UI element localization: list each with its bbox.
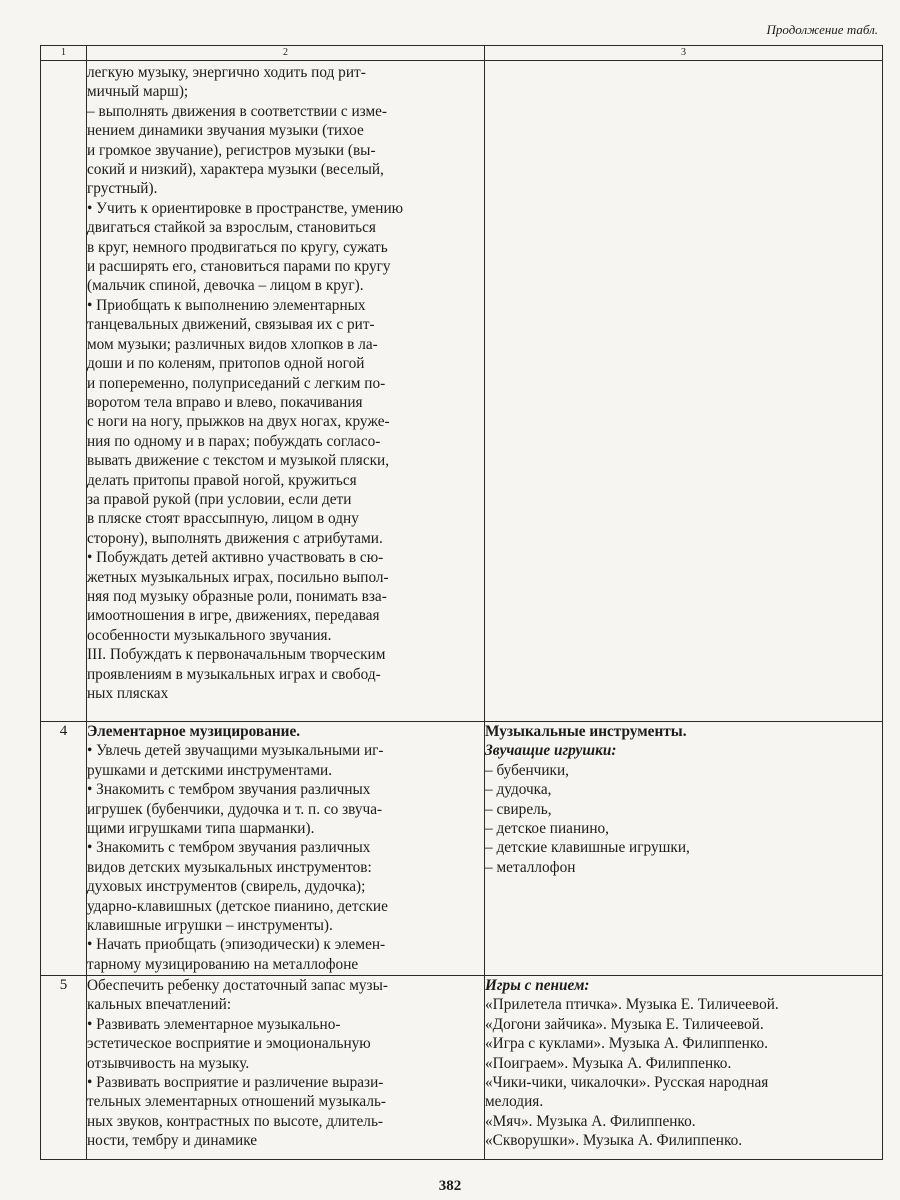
text-line: рушками и детскими инструментами. bbox=[87, 761, 333, 779]
text-line: – детское пианино, bbox=[485, 820, 610, 838]
text-line: за правой рукой (при условии, если дети bbox=[87, 490, 352, 508]
row-number: 4 bbox=[41, 722, 87, 976]
row-goals-cell bbox=[87, 976, 485, 1160]
row-content-cell bbox=[485, 61, 883, 722]
text-line: «Прилетела птичка». Музыка Е. Тиличеевой. bbox=[485, 996, 779, 1014]
table-row-5 bbox=[41, 976, 883, 1160]
table-row-continuation bbox=[41, 61, 883, 722]
text-line: – свирель, bbox=[485, 800, 552, 818]
text-line: эстетическое восприятие и эмоциональную bbox=[87, 1035, 371, 1053]
text-line: грустный). bbox=[87, 180, 158, 198]
text-line: игрушек (бубенчики, дудочка и т. п. со звуча- bbox=[87, 800, 383, 818]
text-line: • Развивать элементарное музыкально- bbox=[87, 1015, 341, 1033]
content-heading: Музыкальные инструменты. bbox=[485, 723, 687, 740]
text-line: «Мяч». Музыка А. Филиппенко. bbox=[485, 1112, 696, 1130]
text-line: – металлофон bbox=[485, 858, 576, 876]
text-line: ния по одному и в парах; побуждать согласо- bbox=[87, 432, 381, 450]
text-line: щими игрушками типа шарманки). bbox=[87, 820, 315, 838]
section-heading: Элементарное музицирование. bbox=[87, 723, 301, 740]
text-line: видов детских музыкальных инструментов: bbox=[87, 858, 372, 876]
text-line: Обеспечить ребенку достаточный запас музы- bbox=[87, 977, 388, 994]
content-subheading: Звучащие игрушки: bbox=[485, 742, 617, 760]
row-goals-cell bbox=[87, 61, 485, 722]
text-line: особенности музыкального звучания. bbox=[87, 626, 332, 644]
text-line: воротом тела вправо и влево, покачивания bbox=[87, 393, 363, 411]
text-line: ных плясках bbox=[87, 685, 169, 702]
text-line: • Знакомить с тембром звучания различных bbox=[87, 781, 371, 799]
text-line: имоотношения в игре, движениях, передавая bbox=[87, 607, 380, 625]
text-line: тарному музицированию на металлофоне bbox=[87, 955, 359, 973]
text-line: ударно-клавишных (детское пианино, детские bbox=[87, 897, 388, 915]
text-line: • Увлечь детей звучащими музыкальными иг- bbox=[87, 742, 384, 760]
text-line: мом музыки; различных видов хлопков в ла- bbox=[87, 335, 378, 353]
text-line: – выполнять движения в соответствии с изме- bbox=[87, 102, 388, 120]
text-line: • Побуждать детей активно участвовать в сю- bbox=[87, 549, 384, 567]
text-line: с ноги на ногу, прыжков на двух ногах, круже- bbox=[87, 413, 390, 431]
text-line: проявлениям в музыкальных играх и свобод- bbox=[87, 665, 381, 683]
text-line: «Игра с куклами». Музыка А. Филиппенко. bbox=[485, 1035, 768, 1053]
text-line: отзывчивость на музыку. bbox=[87, 1054, 250, 1072]
text-line: • Учить к ориентировке в пространстве, умению bbox=[87, 199, 404, 217]
text-line: в пляске стоят врассыпную, лицом в одну bbox=[87, 510, 359, 528]
text-line: кальных впечатлений: bbox=[87, 996, 232, 1014]
text-line: ных звуков, контрастных по высоте, длитель- bbox=[87, 1112, 384, 1130]
text-line: духовых инструментов (свирель, дудочка); bbox=[87, 878, 366, 896]
text-line: мелодия. bbox=[485, 1093, 544, 1111]
text-line: • Знакомить с тембром звучания различных bbox=[87, 839, 371, 857]
text-line: жетных музыкальных играх, посильно выпол- bbox=[87, 568, 389, 586]
text-line: • Развивать восприятие и различение вырази- bbox=[87, 1074, 384, 1092]
text-line: легкую музыку, энергично ходить под рит- bbox=[87, 64, 366, 81]
text-line: доши и по коленям, притопов одной ногой bbox=[87, 355, 365, 373]
text-line: мичный марш); bbox=[87, 83, 189, 101]
column-number-3: 3 bbox=[485, 46, 883, 61]
table-continuation-label: Продолжение табл. bbox=[766, 22, 878, 37]
text-line: няя под музыку образные роли, понимать вза- bbox=[87, 587, 387, 605]
row-number: 5 bbox=[41, 976, 87, 1160]
text-line: и громкое звучание), регистров музыки (вы- bbox=[87, 141, 376, 159]
text-line: нением динамики звучания музыки (тихое bbox=[87, 122, 364, 140]
text-line: и расширять его, становиться парами по кругу bbox=[87, 258, 391, 276]
content-subheading: Игры с пением: bbox=[485, 977, 590, 994]
program-table bbox=[40, 45, 883, 1160]
text-line: «Чики-чики, чикалочки». Русская народная bbox=[485, 1074, 769, 1092]
row-number bbox=[41, 61, 87, 722]
text-line: • Приобщать к выполнению элементарных bbox=[87, 296, 366, 314]
row-goals-cell bbox=[87, 722, 485, 976]
text-line: – детские клавишные игрушки, bbox=[485, 839, 690, 857]
text-line: и попеременно, полуприседаний с легким по- bbox=[87, 374, 386, 392]
text-line: сторону), выполнять движения с атрибутами. bbox=[87, 529, 383, 547]
column-number-2: 2 bbox=[87, 46, 485, 61]
text-line: сокий и низкий), характера музыки (веселый, bbox=[87, 161, 384, 179]
text-line: танцевальных движений, связывая их с рит- bbox=[87, 316, 375, 334]
text-line: «Догони зайчика». Музыка Е. Тиличеевой. bbox=[485, 1015, 764, 1033]
text-line: – бубенчики, bbox=[485, 761, 569, 779]
text-line: в круг, немного продвигаться по кругу, сужать bbox=[87, 238, 388, 256]
content-lines bbox=[485, 995, 882, 1150]
table-row-4 bbox=[41, 722, 883, 976]
text-line: «Поиграем». Музыка А. Филиппенко. bbox=[485, 1054, 732, 1072]
text-line: III. Побуждать к первоначальным творческим bbox=[87, 646, 386, 664]
text-line: «Скворушки». Музыка А. Филиппенко. bbox=[485, 1132, 743, 1150]
column-number-1: 1 bbox=[41, 46, 87, 61]
text-line: (мальчик спиной, девочка – лицом в круг). bbox=[87, 277, 364, 295]
row-content-cell bbox=[485, 722, 883, 976]
column-number-row bbox=[41, 46, 883, 61]
text-line: ности, тембру и динамике bbox=[87, 1132, 258, 1150]
text-line: тельных элементарных отношений музыкаль- bbox=[87, 1093, 387, 1111]
content-lines bbox=[485, 761, 882, 877]
goals-lines bbox=[87, 741, 484, 974]
text-line: двигаться стайкой за взрослым, становиться bbox=[87, 219, 376, 237]
goals-lines bbox=[87, 976, 484, 1151]
text-line: • Начать приобщать (эпизодически) к элемен- bbox=[87, 936, 386, 954]
text-line: вывать движение с текстом и музыкой пляски, bbox=[87, 452, 390, 470]
text-line: делать притопы правой ногой, кружиться bbox=[87, 471, 357, 489]
goals-lines bbox=[87, 63, 484, 703]
row-content-cell bbox=[485, 976, 883, 1160]
page-number: 382 bbox=[438, 1178, 462, 1194]
text-line: клавишные игрушки – инструменты). bbox=[87, 917, 333, 935]
text-line: – дудочка, bbox=[485, 781, 552, 799]
